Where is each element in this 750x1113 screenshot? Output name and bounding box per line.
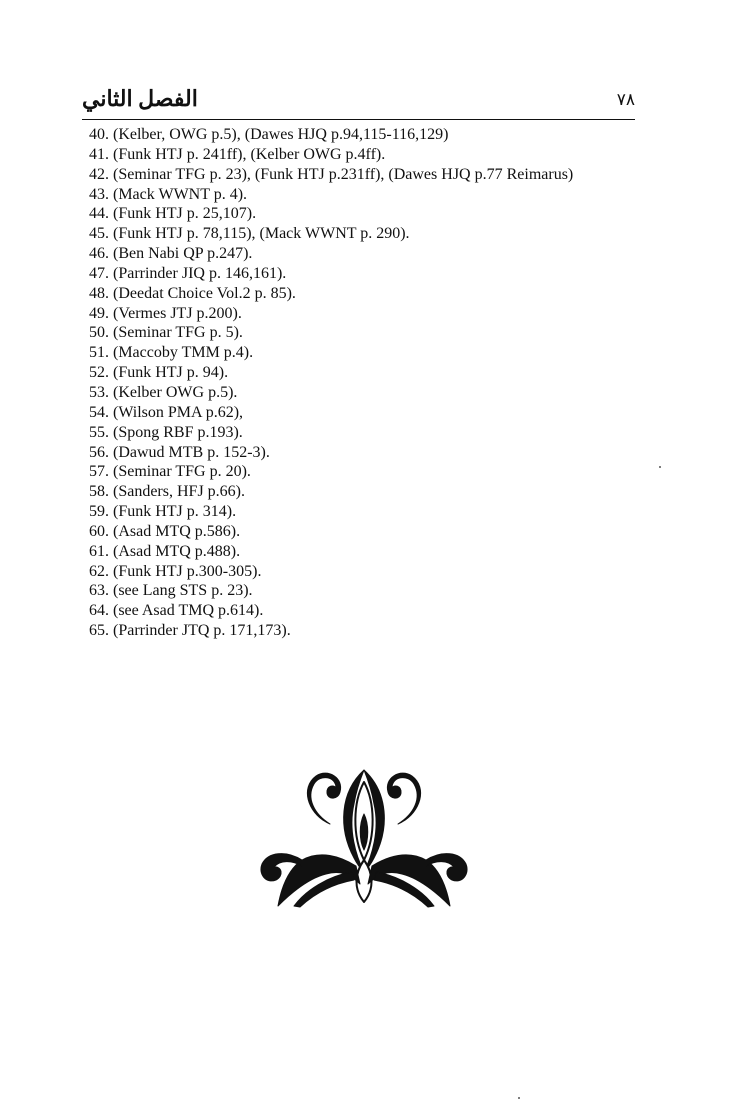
endnote-item: 61. (Asad MTQ p.488). xyxy=(89,542,241,560)
endnote-item: 47. (Parrinder JIQ p. 146,161). xyxy=(89,264,287,282)
endnote-item: 42. (Seminar TFG p. 23), (Funk HTJ p.231ff), (Dawes HJQ p.77 Reimarus) xyxy=(89,165,574,183)
page-header xyxy=(82,86,635,120)
endnote-item: 55. (Spong RBF p.193). xyxy=(89,423,243,441)
endnote-item: 63. (see Lang STS p. 23). xyxy=(89,582,253,600)
header-divider xyxy=(82,119,635,120)
page-number: ٧٨ xyxy=(616,90,635,109)
endnote-item: 54. (Wilson PMA p.62), xyxy=(89,403,244,421)
endnote-item: 49. (Vermes JTJ p.200). xyxy=(89,304,242,322)
endnote-item: 53. (Kelber OWG p.5). xyxy=(89,383,238,401)
endnote-item: 58. (Sanders, HFJ p.66). xyxy=(89,483,245,501)
endnotes-list xyxy=(89,125,573,641)
scan-speck xyxy=(659,466,661,468)
endnote-item: 40. (Kelber, OWG p.5), (Dawes HJQ p.94,115-116,129) xyxy=(89,126,449,143)
endnote-item: 43. (Mack WWNT p. 4). xyxy=(89,185,248,203)
endnote-item: 52. (Funk HTJ p. 94). xyxy=(89,364,229,382)
endnote-item: 46. (Ben Nabi QP p.247). xyxy=(89,245,253,263)
endnote-item: 60. (Asad MTQ p.586). xyxy=(89,522,241,540)
endnote-item: 56. (Dawud MTB p. 152-3). xyxy=(89,443,270,461)
endnote-item: 44. (Funk HTJ p. 25,107). xyxy=(89,205,257,223)
floral-lotus-ornament-icon xyxy=(256,766,472,912)
endnote-item: 57. (Seminar TFG p. 20). xyxy=(89,463,251,481)
endnote-item: 62. (Funk HTJ p.300-305). xyxy=(89,562,262,580)
endnote-item: 48. (Deedat Choice Vol.2 p. 85). xyxy=(89,284,296,302)
endnote-item: 65. (Parrinder JTQ p. 171,173). xyxy=(89,622,291,640)
endnote-item: 59. (Funk HTJ p. 314). xyxy=(89,503,237,521)
endnote-item: 41. (Funk HTJ p. 241ff), (Kelber OWG p.4ff). xyxy=(89,145,386,163)
scan-speck xyxy=(518,1097,520,1099)
chapter-title: الفصل الثاني xyxy=(82,86,198,111)
endnote-item: 50. (Seminar TFG p. 5). xyxy=(89,324,243,342)
endnote-item: 51. (Maccoby TMM p.4). xyxy=(89,344,254,362)
endnote-item: 45. (Funk HTJ p. 78,115), (Mack WWNT p. 290). xyxy=(89,225,410,243)
endnote-item: 64. (see Asad TMQ p.614). xyxy=(89,602,264,620)
